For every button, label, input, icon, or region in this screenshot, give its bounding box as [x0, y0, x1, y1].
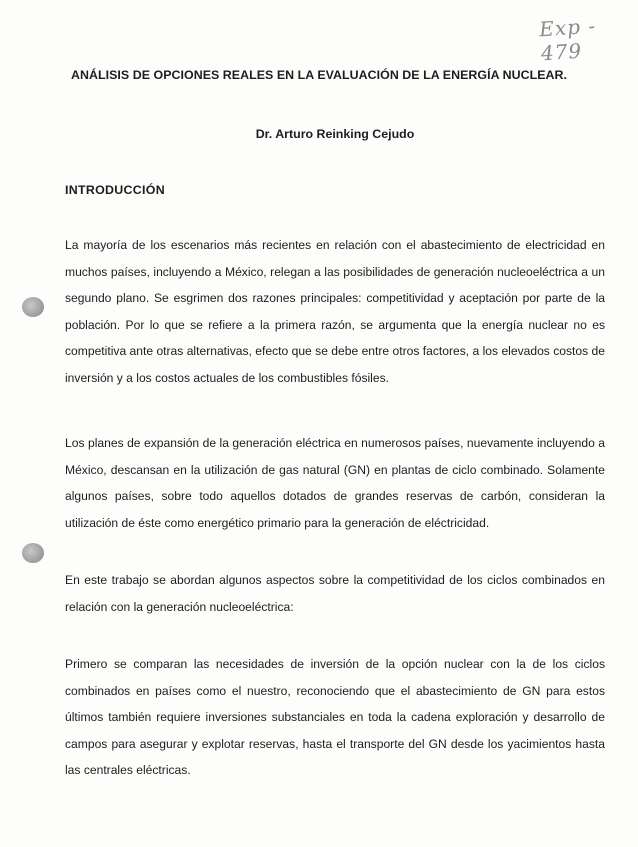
section-heading: INTRODUCCIÓN — [65, 183, 165, 197]
paragraph: La mayoría de los escenarios más recientes en relación con el abastecimiento de electricidad en muchos países, incluyendo a México, relegan a las posibilidades de generación nucleoeléctrica a un segundo plano. Se esgrimen dos razones principales: competitividad y aceptación por parte de la población. Por lo que se refiere a la primera razón, se argumenta que la energía nuclear no es competitiva ante otras alternativas, efecto que se debe entre otros factores, a los elevados costos de inversión y a los costos actuales de los combustibles fósiles. — [65, 238, 605, 385]
paragraph: Los planes de expansión de la generación eléctrica en numerosos países, nuevamente incluyendo a México, descansan en la utilización de gas natural (GN) en plantas de ciclo combinado. Solamente algunos países, sobre todo aquellos dotados de grandes reservas de carbón, consideran la utilización de éste como energético primario para la generación de eléctricidad. — [65, 436, 605, 530]
punch-hole-icon — [22, 297, 44, 317]
author-name: Dr. Arturo Reinking Cejudo — [255, 127, 415, 141]
document-title: ANÁLISIS DE OPCIONES REALES EN LA EVALUACIÓN DE LA ENERGÍA NUCLEAR. — [70, 68, 568, 82]
handwritten-file-number: Exp - 479 — [538, 13, 597, 66]
punch-hole-icon — [22, 543, 44, 563]
paragraph: En este trabajo se abordan algunos aspectos sobre la competitividad de los ciclos combinados en relación con la generación nucleoeléctrica: — [65, 573, 605, 614]
paragraph: Primero se comparan las necesidades de inversión de la opción nuclear con la de los ciclos combinados en países como el nuestro, reconociendo que el abastecimiento de GN para estos últimos también requiere inversiones substanciales en toda la cadena exploración y desarrollo de campos para asegurar y explotar reservas, hasta el transporte del GN desde los yacimientos hasta las centrales eléctricas. — [65, 657, 605, 778]
